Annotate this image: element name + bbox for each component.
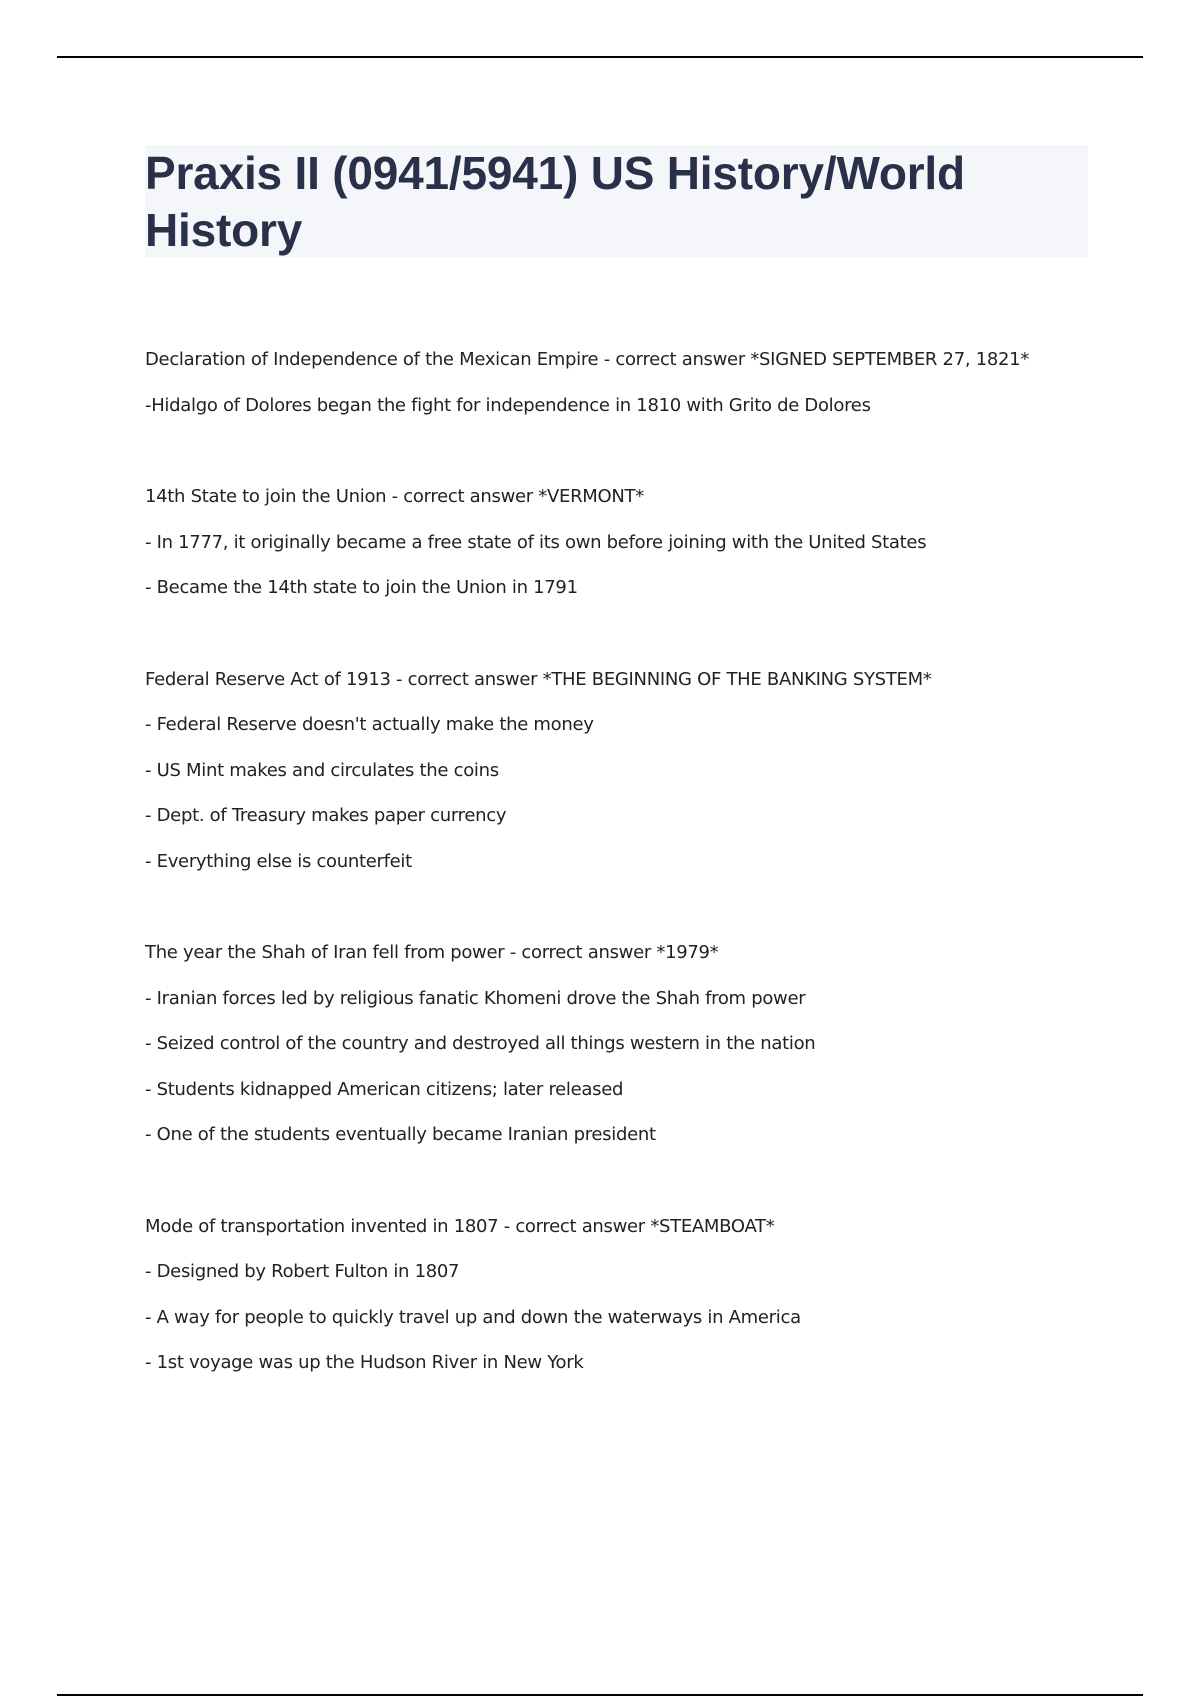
detail-line: -Hidalgo of Dolores began the fight for independence in 1810 with Grito de Dolores — [145, 394, 871, 416]
detail-line: - Students kidnapped American citizens; later released — [145, 1078, 624, 1100]
detail-line: - Iranian forces led by religious fanatic Khomeni drove the Shah from power — [145, 987, 806, 1009]
question-line: Federal Reserve Act of 1913 - correct answer *THE BEGINNING OF THE BANKING SYSTEM* — [145, 668, 932, 690]
footer-rule — [57, 1694, 1143, 1696]
title-banner — [145, 145, 1088, 257]
document-title: Praxis II (0941/5941) US History/World History — [145, 147, 965, 256]
detail-line: - Everything else is counterfeit — [145, 850, 412, 872]
detail-line: - 1st voyage was up the Hudson River in New York — [145, 1352, 584, 1373]
detail-line: - Seized control of the country and destroyed all things western in the nation — [145, 1033, 816, 1054]
qa-section — [145, 482, 1105, 619]
question-line: The year the Shah of Iran fell from power - correct answer *1979* — [145, 942, 719, 963]
detail-line: - In 1777, it originally became a free state of its own before joining with the United States — [145, 531, 927, 553]
detail-line: - Dept. of Treasury makes paper currency — [145, 805, 507, 826]
detail-line: - Designed by Robert Fulton in 1807 — [145, 1261, 460, 1282]
detail-line: - Became the 14th state to join the Union in 1791 — [145, 577, 578, 598]
qa-section — [145, 938, 1105, 1166]
qa-section — [145, 1212, 1105, 1394]
question-line: Mode of transportation invented in 1807 - correct answer *STEAMBOAT* — [145, 1215, 775, 1237]
detail-line: - One of the students eventually became Iranian president — [145, 1124, 656, 1145]
qa-section — [145, 345, 1105, 436]
detail-line: - Federal Reserve doesn't actually make the money — [145, 714, 594, 735]
detail-line: - A way for people to quickly travel up and down the waterways in America — [145, 1306, 801, 1328]
document-body — [145, 345, 1105, 1440]
qa-section — [145, 665, 1105, 893]
question-line: 14th State to join the Union - correct answer *VERMONT* — [145, 486, 644, 507]
header-rule — [57, 56, 1143, 58]
question-line: Declaration of Independence of the Mexican Empire - correct answer *SIGNED SEPTEMBER 27, 1821* — [145, 349, 1030, 370]
detail-line: - US Mint makes and circulates the coins — [145, 759, 499, 781]
